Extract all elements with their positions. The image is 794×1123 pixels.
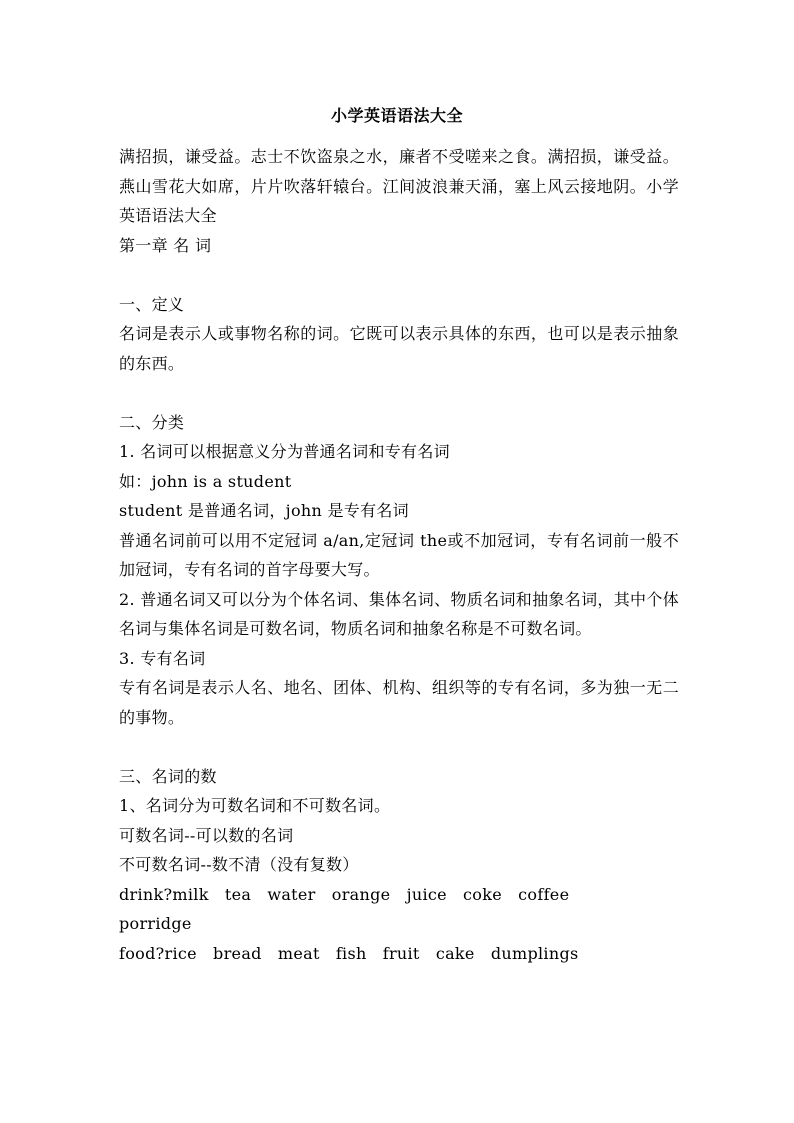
number-item-1: 1、名词分为可数名词和不可数名词。 <box>119 796 391 815</box>
classification-item-1: 1. 名词可以根据意义分为普通名词和专有名词 <box>119 442 450 461</box>
document-body <box>119 142 679 968</box>
section-classification-heading: 二、分类 <box>119 412 185 432</box>
classification-example-note: student 是普通名词，john 是专有名词 <box>119 501 409 520</box>
section-number-heading: 三、名词的数 <box>119 766 217 786</box>
classification-item-2: 2. 普通名词又可以分为个体名词、集体名词、物质名词和抽象名词，其中个体名词与集体名词是可数名词，物质名词和抽象名称是不可数名词。 <box>119 589 679 638</box>
food-word-list: food?rice bread meat fish fruit cake dumplings <box>119 943 579 963</box>
blank-line <box>119 260 679 290</box>
drink-word-list-continued: porridge <box>119 914 192 933</box>
classification-note: 普通名词前可以用不定冠词 a/an,定冠词 the或不加冠词，专有名词前一般不加冠词，专有名词的首字母要大写。 <box>119 530 679 579</box>
uncountable-definition: 不可数名词--数不清（没有复数） <box>119 855 359 874</box>
classification-item-3: 3. 专有名词 <box>119 648 206 668</box>
document-title: 小学英语语法大全 <box>330 106 463 125</box>
blank-line <box>119 732 679 762</box>
chapter-heading: 第一章 名 词 <box>119 235 212 255</box>
definition-paragraph: 名词是表示人或事物名称的词。它既可以表示具体的东西，也可以是表示抽象的东西。 <box>119 324 679 373</box>
blank-line <box>119 378 679 408</box>
drink-word-list: drink?milk tea water orange juice coke coffee <box>119 884 570 904</box>
classification-item-3-body: 专有名词是表示人名、地名、团体、机构、组织等的专有名词，多为独一无二的事物。 <box>119 678 679 727</box>
intro-paragraph: 满招损，谦受益。志士不饮盗泉之水，廉者不受嗟来之食。满招损，谦受益。燕山雪花大如席，片片吹落轩辕台。江间波浪兼天涌，塞上风云接地阴。小学英语语法大全 <box>119 147 679 225</box>
classification-example: 如：john is a student <box>119 471 292 491</box>
section-definition-heading: 一、定义 <box>119 294 185 314</box>
countable-definition: 可数名词--可以数的名词 <box>119 825 294 845</box>
